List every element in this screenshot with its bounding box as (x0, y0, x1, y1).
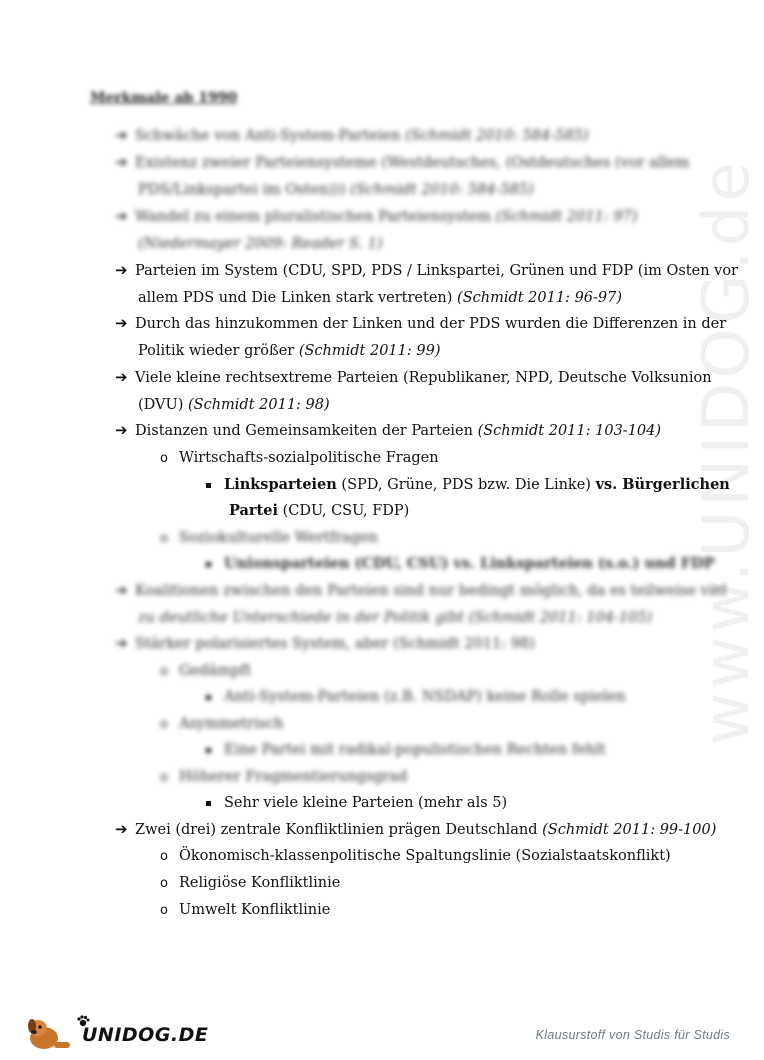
list-item-continuation: (DVU) (Schmidt 2011: 98) (138, 397, 330, 413)
square-bullet-icon (206, 801, 211, 806)
sub-list-item: o Ökonomisch-klassenpolitische Spaltungslinie (Sozialstaatskonflikt) (160, 846, 671, 866)
sub-sub-list-item-continuation: Partei (CDU, CSU, FDP) (229, 502, 410, 519)
blurred-line: o Höherer Fragmentierungsgrad (160, 769, 408, 785)
sub-list-item: o Religiöse Konfliktlinie (160, 873, 340, 893)
sub-sub-list-item: Sehr viele kleine Parteien (mehr als 5) (206, 793, 507, 813)
blurred-line: ➔ Existenz zweier Parteiensysteme (Westdeutsches, (Ostdeutsches (vor allem (115, 153, 690, 171)
blurred-line: zu deutliche Unterschiede in der Politik gibt (Schmidt 2011: 104-105) (138, 610, 653, 626)
blurred-line: ➔ Schwäche von Anti-System-Parteien (Schmidt 2010: 584-585) (115, 126, 589, 144)
blurred-line: (Niedermayer 2009: Reader S. 1) (138, 236, 383, 252)
sub-list-item: o Umwelt Konfliktlinie (160, 900, 330, 920)
list-item: ➔ Zwei (drei) zentrale Konfliktlinien prägen Deutschland (Schmidt 2011: 99-100) (115, 820, 717, 838)
page-heading: Merkmale ab 1990 (90, 90, 238, 106)
circle-bullet-icon: o (160, 849, 168, 864)
list-item: ➔ Durch das hinzukommen der Linken und der PDS wurden die Differenzen in der (115, 314, 727, 332)
arrow-icon: ➔ (115, 126, 128, 144)
list-item-continuation: allem PDS und Die Linken stark vertreten) (Schmidt 2011: 96-97) (138, 290, 623, 306)
blurred-line: ➔ Stärker polarisiertes System, aber (Schmidt 2011: 98) (115, 634, 535, 652)
circle-bullet-icon: o (160, 903, 168, 918)
blurred-line: o Asymmetrisch (160, 716, 284, 732)
arrow-icon: ➔ (115, 153, 128, 171)
unidog-logo[interactable] (24, 1016, 209, 1052)
list-item-continuation: Politik wieder größer (Schmidt 2011: 99) (138, 343, 441, 359)
list-item: ➔ Distanzen und Gemeinsamkeiten der Parteien (Schmidt 2011: 103-104) (115, 421, 662, 439)
dog-icon (24, 1016, 76, 1052)
arrow-icon: ➔ (115, 368, 128, 386)
sub-list-item: o Wirtschafts-sozialpolitische Fragen (160, 448, 439, 468)
watermark: www.UNIDOG.de (690, 158, 764, 745)
blurred-line: Anti-System-Parteien (z.B. NSDAP) keine Rolle spielen (206, 687, 626, 707)
arrow-icon: ➔ (115, 820, 128, 838)
blurred-line: PDS/Linkspartei im Osten))) (Schmidt 2010: 584-585) (138, 182, 534, 198)
square-bullet-icon (206, 483, 211, 488)
list-item: ➔ Viele kleine rechtsextreme Parteien (Republikaner, NPD, Deutsche Volksunion (115, 368, 712, 386)
circle-bullet-icon: o (160, 451, 168, 466)
blurred-line: ➔ Koalitionen zwischen den Parteien sind nur bedingt möglich, da es teilweise viel (115, 581, 727, 599)
arrow-icon: ➔ (115, 314, 128, 332)
arrow-icon: ➔ (115, 261, 128, 279)
blurred-line: o Gedämpft (160, 663, 252, 679)
blurred-line: Unionsparteien (CDU, CSU) vs. Linksparteien (s.o.) und FDP (206, 554, 715, 574)
sub-sub-list-item: Linksparteien (SPD, Grüne, PDS bzw. Die Linke) vs. Bürgerlichen (206, 475, 730, 495)
circle-bullet-icon: o (160, 876, 168, 891)
arrow-icon: ➔ (115, 207, 128, 225)
blurred-line: ➔ Wandel zu einem pluralistischen Parteiensystem (Schmidt 2011: 97) (115, 207, 638, 225)
logo-text: UNIDOG.DE (82, 1024, 209, 1046)
arrow-icon: ➔ (115, 421, 128, 439)
blurred-line: o Soziokulturelle Wertfragen (160, 530, 378, 546)
blurred-line: Eine Partei mit radikal-populistischen Rechten fehlt (206, 740, 606, 760)
list-item: ➔ Parteien im System (CDU, SPD, PDS / Linkspartei, Grünen und FDP (im Osten vor (115, 261, 738, 279)
footer-tagline: Klausurstoff von Studis für Studis (535, 1028, 730, 1042)
